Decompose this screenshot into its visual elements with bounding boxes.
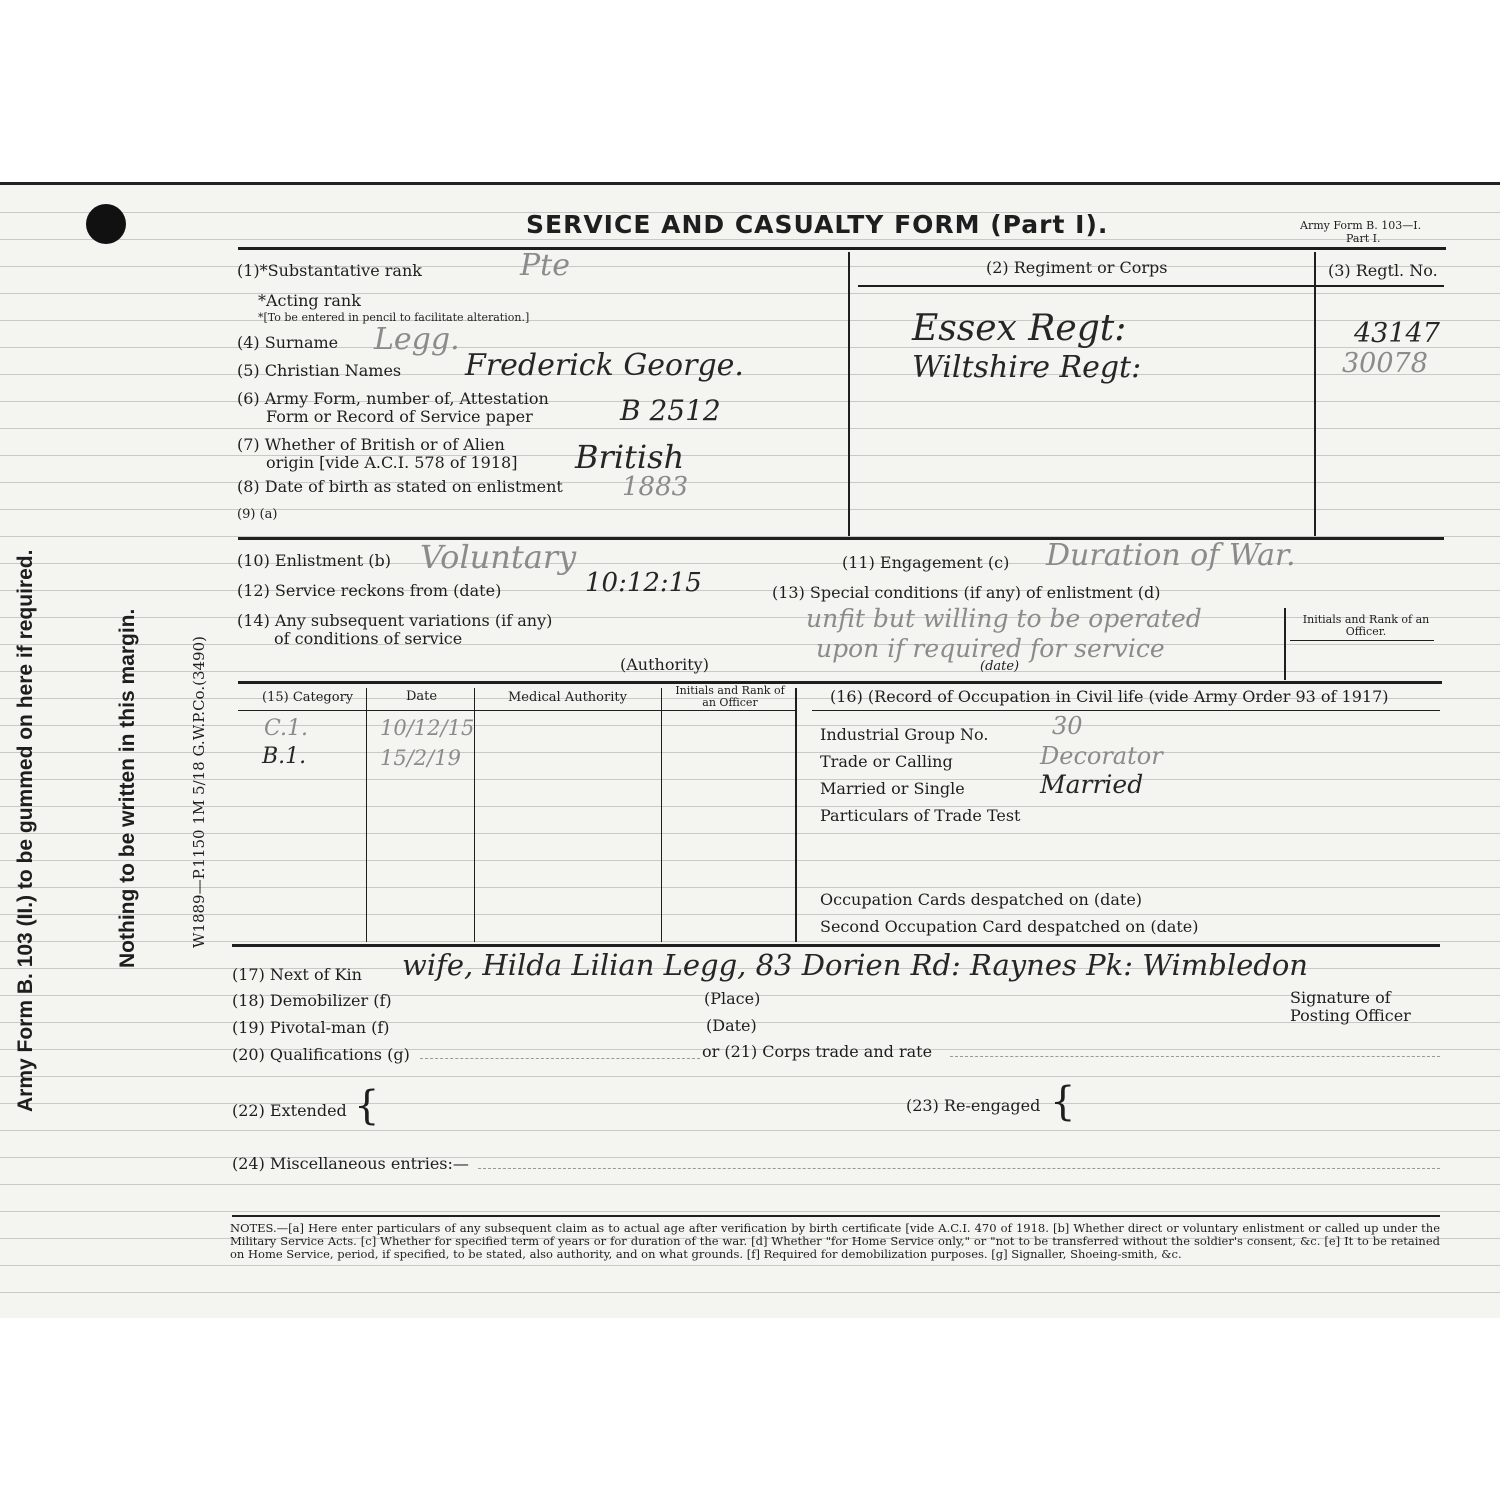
christian-names-label: (5) Christian Names [237,361,402,380]
ruled-line [0,833,1500,834]
top-divider-right [1314,252,1316,536]
next-of-kin-value: wife, Hilda Lilian Legg, 83 Dorien Rd: Raynes Pk: Wimbledon [402,948,1308,982]
top-rule [238,247,1446,250]
engagement-label: (11) Engagement (c) [842,553,1010,572]
occupation-rule [812,710,1440,711]
origin-label-1: (7) Whether of British or of Alien [237,435,505,454]
ruled-line [0,1157,1500,1158]
variations-label-2: of conditions of service [274,629,463,648]
ruled-line [0,644,1500,645]
corps-trade-line [950,1056,1440,1057]
service-reckons-label: (12) Service reckons from (date) [237,581,502,600]
initials-rank-label: Initials and Rank of an Officer. [1302,613,1430,638]
special-conditions-value-1: unfit but willing to be operated [806,604,1202,633]
mid-rule-2 [238,681,1442,684]
regiment-value-1: Essex Regt: [912,308,1127,349]
signature-label-2: Posting Officer [1290,1006,1411,1025]
ruled-line [0,455,1500,456]
signature-label-1: Signature of [1290,988,1391,1007]
field-9-label: (9) (a) [237,507,278,522]
enlistment-value: Voluntary [420,538,577,576]
attestation-label-1: (6) Army Form, number of, Attestation [237,389,549,408]
date-header: Date [406,689,438,704]
qualifications-label: (20) Qualifications (g) [232,1045,410,1064]
origin-label-2: origin [vide A.C.I. 578 of 1918] [266,453,518,472]
ruled-line [0,428,1500,429]
marital-value: Married [1040,770,1144,799]
initials-rule [1290,640,1434,641]
ruled-line [0,239,1500,240]
category-date-row-2: 15/2/19 [380,746,461,770]
extended-brace: { [354,1083,380,1129]
initials-divider [1284,608,1286,680]
regimental-number-2: 30078 [1342,348,1428,379]
place-label: (Place) [704,989,761,1008]
category-col-4 [795,688,797,942]
ruled-line [0,482,1500,483]
occupation-heading: (16) (Record of Occupation in Civil life (vide Army Order 93 of 1917) [830,687,1389,706]
medical-authority-header: Medical Authority [508,690,627,705]
form-top-edge [0,182,1500,185]
trade-test-label: Particulars of Trade Test [820,806,1021,825]
ruled-line [0,401,1500,402]
next-of-kin-label: (17) Next of Kin [232,965,362,984]
ruled-line [0,1265,1500,1266]
service-reckons-value: 10:12:15 [585,568,702,598]
officer-initials-header: Initials and Rank of an Officer [675,684,785,709]
ruled-line [0,1211,1500,1212]
engagement-value: Duration of War. [1046,538,1296,573]
category-col-1 [366,688,367,942]
ruled-line [0,752,1500,753]
surname-label: (4) Surname [237,333,339,352]
special-conditions-value-2: upon if required for service [816,634,1165,663]
industrial-group-value: 30 [1052,712,1083,740]
form-ref-line2: Part I. [1346,232,1381,245]
cards-despatched-label: Occupation Cards despatched on (date) [820,890,1143,909]
surname-value: Legg. [374,322,460,357]
ruled-line [0,779,1500,780]
ruled-line [0,671,1500,672]
ruled-line [0,725,1500,726]
notes-rule [232,1215,1440,1217]
demobilizer-label: (18) Demobilizer (f) [232,991,392,1010]
trade-value: Decorator [1040,742,1163,770]
re-engaged-brace: { [1050,1079,1076,1125]
ruled-line [0,1130,1500,1131]
ruled-line [0,914,1500,915]
variations-label-1: (14) Any subsequent variations (if any) [237,611,553,630]
regimental-number-label: (3) Regtl. No. [1328,261,1438,280]
attestation-label-2: Form or Record of Service paper [266,407,533,426]
date-label: (Date) [706,1016,757,1035]
acting-rank-label: *Acting rank [258,291,361,310]
regimental-number-1: 43147 [1354,318,1440,349]
acting-rank-note: *[To be entered in pencil to facilitate alteration.] [258,311,530,324]
miscellaneous-label: (24) Miscellaneous entries:— [232,1154,469,1173]
ruled-line [0,617,1500,618]
ruled-line [0,887,1500,888]
pivotal-man-label: (19) Pivotal-man (f) [232,1018,390,1037]
ruled-line [0,1184,1500,1185]
authority-label: (Authority) [620,655,709,674]
second-card-label: Second Occupation Card despatched on (date) [820,917,1199,936]
regiment-header-rule [858,285,1444,287]
enlistment-label: (10) Enlistment (b) [237,551,391,570]
category-row-1: C.1. [264,716,309,741]
service-casualty-form [0,182,1500,1318]
industrial-group-label: Industrial Group No. [820,725,989,744]
top-divider-left [848,252,850,536]
ruled-line [0,320,1500,321]
ruled-line [0,347,1500,348]
birth-date-label: (8) Date of birth as stated on enlistment [237,477,563,496]
ruled-line [0,590,1500,591]
ruled-line [0,1292,1500,1293]
ruled-line [0,293,1500,294]
no-writing-margin-text: Nothing to be written in this margin. [116,608,139,968]
category-date-row-1: 10/12/15 [380,716,475,740]
ruled-line [0,1103,1500,1104]
origin-value: British [575,438,685,476]
attestation-value: B 2512 [620,394,721,427]
category-header: (15) Category [262,690,354,705]
marital-label: Married or Single [820,779,965,798]
special-conditions-label: (13) Special conditions (if any) of enlistment (d) [772,583,1161,602]
regiment-label: (2) Regiment or Corps [986,258,1168,277]
ruled-line [0,860,1500,861]
substantive-rank-value: Pte [520,248,570,283]
christian-names-value: Frederick George. [465,348,744,383]
gummed-margin-text: Army Form B. 103 (II.) to be gummed on here if required. [14,549,37,1112]
punch-hole [86,204,126,244]
category-header-rule [238,710,796,711]
corps-trade-label: or (21) Corps trade and rate [702,1042,933,1061]
ruled-line [0,806,1500,807]
extended-label: (22) Extended [232,1101,347,1120]
trade-label: Trade or Calling [820,752,953,771]
special-conditions-date-label: (date) [980,659,1020,674]
birth-date-value: 1883 [622,472,689,502]
miscellaneous-line [478,1168,1440,1169]
re-engaged-label: (23) Re-engaged [906,1096,1041,1115]
category-row-2: B.1. [262,744,307,769]
qualifications-line [420,1058,700,1059]
page-title: SERVICE AND CASUALTY FORM (Part I). [526,210,1109,239]
substantive-rank-label: (1)*Substantative rank [237,261,422,280]
ruled-line [0,941,1500,942]
print-code: W1889—P.1150 1M 5/18 G.W.P.Co.(3490) [190,636,208,948]
regiment-value-2: Wiltshire Regt: [912,350,1142,385]
ruled-line [0,374,1500,375]
form-ref-line1: Army Form B. 103—I. [1300,219,1422,232]
ruled-line [0,509,1500,510]
ruled-line [0,266,1500,267]
form-notes: NOTES.—[a] Here enter particulars of any subsequent claim as to actual age after verification by birth certificate [vide A.C.I. 470 of 1918. [b] Whether direct or voluntary enlistment or called up under the Military Service Acts. [c] Whether for specified term of years or for duration of the war. [d] Whether "for Home Service only," or "not to be transferred without the soldier's consent, &c. [e] It to be retained on Home Service, period, if specified, to be stated, also authority, and on what grounds. [f] Required for demobilization purposes. [g] Signaller, Shoeing-smith, &c. [230,1221,1440,1261]
mid-rule-3 [232,944,1440,947]
category-col-3 [661,688,662,942]
ruled-line [0,1076,1500,1077]
